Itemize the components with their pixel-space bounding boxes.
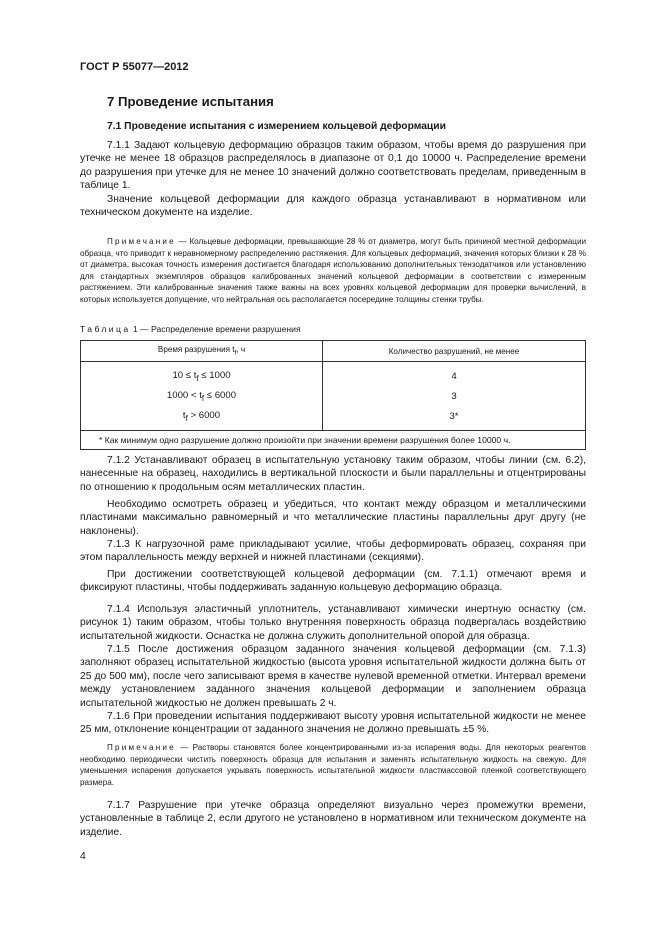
table-cell-time [81, 406, 323, 431]
table-row [81, 406, 586, 431]
paragraph-7-1-6: 7.1.6 При проведении испытания поддерживают высоту уровня испытательной жидкости не менее 25 мм, отклонение концентрации от заданного значения не должно превышать ±5 %. [80, 711, 586, 736]
cell-sub: f [201, 393, 205, 403]
table-header-time-unit: , ч [236, 345, 246, 355]
paragraph-7-1-4: 7.1.4 Используя эластичный уплотнитель, устанавливают химически инертную оснастку (см. рисунок 1) таким образом, чтобы только внутренняя поверхность образца подвергалась воздействию испытательной жидкости. Оснастка не должна служить дополнительной опорой для образца. [80, 604, 586, 642]
table-caption-text: 1 — Распределение времени разрушения [130, 324, 301, 334]
note-2-text: — Растворы становятся более концентрированными из-за испарения воды. Для некоторых реагентов необходимо периодически чистить поверхность образца для испытания и заменять испытательную жидкость на свежую. Для уменьшения испарения допускается укрывать поверхность испытательной жидкости пластмассовой пленкой соответствующего размера. [80, 743, 586, 787]
section-title: 7 Проведение испытания [107, 94, 274, 109]
paragraph-7-1-2-b: Необходимо осмотреть образец и убедиться, что контакт между образцом и металлическими пластинами максимально равномерный и что металлические пластины параллельны друг другу (не наклонены). [80, 499, 586, 537]
table-cell-count: 4 [323, 362, 586, 387]
table-cell-count: 3 [323, 386, 586, 406]
table-header-count: Количество разрушений, не менее [323, 341, 586, 362]
note-2 [80, 742, 586, 788]
paragraph-7-1-5: 7.1.5 После достижения образцом заданного значения кольцевой деформации (см. 7.1.3) заполняют образец испытательной жидкостью (высота уровня испытательной жидкости должна быть от 25 до 500 мм), после чего записывают время в качестве нулевой временной отметки. Интервал времени между установлением заданного значения кольцевой деформации и заполнением образца испытательной жидкостью не должен превышать 2 ч. [80, 644, 586, 709]
paragraph-7-1-7: 7.1.7 Разрушение при утечке образца определяют визуально через промежутки времени, установленные в таблице 2, если другого не установлено в нормативном или техническом документе на изделие. [80, 800, 586, 838]
table-cell-count: 3* [323, 406, 586, 431]
note-2-label: Примечание [107, 743, 176, 752]
table-row [81, 362, 586, 387]
paragraph-7-1-3-b: При достижении соответствующей кольцевой деформации (см. 7.1.1) отмечают время и фиксируют пластины, чтобы поддерживать заданную кольцевую деформацию образца. [80, 569, 586, 594]
cell-text-b: > 6000 [187, 409, 221, 421]
document-code-header: ГОСТ Р 55077—2012 [80, 61, 189, 73]
cell-text-b: ≤ 6000 [204, 389, 237, 401]
paragraph-7-1-1: 7.1.1 Задают кольцевую деформацию образцов таким образом, чтобы время до разрушения при утечке не менее 18 образцов распределялось в диапазоне от 0,1 до 10000 ч. Распределение времени до разрушения при утечке для не менее 10 значений должно соответствовать пределам, приведенным в таблице 1. [80, 140, 586, 192]
cell-text: 10 ≤ t [172, 369, 197, 381]
table-footnote: * Как минимум одно разрушение должно произойти при значении времени разрушения более 10000 ч. [81, 431, 586, 450]
cell-sub: f [196, 373, 199, 383]
table-cell-time [81, 386, 323, 406]
table-caption-label: Таблица [80, 324, 131, 334]
cell-text-b: ≤ 1000 [198, 369, 231, 381]
paragraph-7-1-3: 7.1.3 К нагрузочной раме прикладывают усилие, чтобы деформировать образец, сохраняя при этом параллельность между верхней и нижней пластинами (секциями). [80, 539, 586, 564]
table-caption [80, 324, 301, 334]
cell-text: t [182, 409, 186, 421]
table-header-time-sub: f [234, 349, 237, 357]
page-number: 4 [80, 851, 86, 862]
note-1-text: — Кольцевые деформации, превышающие 28 % от диаметра, могут быть причиной местной деформации образца, что приводит к неравномерному распределению растяжения. Для кольцевых деформаций, значения которых близки к 28 % от диаметра, высокая точность измерения достигается благодаря использованию дополнительных тензодатчиков или установлению для стандартных экземпляров образцов калиброванных значений кольцевой деформации в соответствии с измеренным растяжением. Эти калиброванные значения также важны на всех уровнях кольцевой деформации для проверки вычислений, в которых используется допущение, что нейтральная ось располагается посередине толщины стенки трубы. [80, 237, 586, 304]
cell-text: 1000 < t [166, 389, 202, 401]
table-cell-time [81, 362, 323, 387]
paragraph-7-1-1-b: Значение кольцевой деформации для каждого образца устанавливают в нормативном или техническом документе на изделие. [80, 194, 586, 219]
table-row [81, 386, 586, 406]
table-header-time-text: Время разрушения t [157, 345, 235, 355]
paragraph-7-1-2: 7.1.2 Устанавливают образец в испытательную установку таким образом, чтобы линии (см. 6.2), нанесенные на образец, находились в вертикальной плоскости и были параллельны и отцентрированы по отношению к продольным осям металлических пластин. [80, 455, 586, 493]
failure-time-table [80, 340, 586, 450]
table-header-time [81, 341, 323, 362]
note-1-label: Примечание [107, 237, 176, 246]
subsection-title: 7.1 Проведение испытания с измерением кольцевой деформации [107, 121, 446, 132]
cell-sub: f [185, 413, 188, 423]
note-1 [80, 236, 586, 305]
